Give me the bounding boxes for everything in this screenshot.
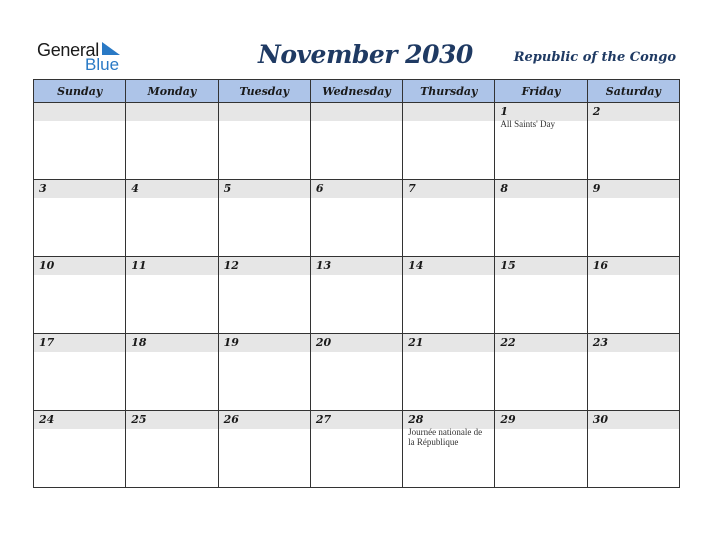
day-cell (403, 411, 495, 488)
day-number: 15 (495, 257, 586, 275)
day-cell (310, 103, 402, 180)
holiday-label: Journée nationale de la République (408, 427, 483, 447)
day-cell (34, 411, 126, 488)
day-cell (34, 257, 126, 334)
day-number: 13 (311, 257, 402, 275)
page-title: November 2030 (258, 40, 473, 69)
weekday-header: Friday (495, 80, 587, 103)
day-cell (34, 180, 126, 257)
day-cell (495, 257, 587, 334)
day-cell (495, 103, 587, 180)
day-cell (587, 411, 679, 488)
day-cell (587, 180, 679, 257)
day-cell (218, 180, 310, 257)
day-number: 3 (34, 180, 125, 198)
day-cell (587, 257, 679, 334)
day-number: 28 (403, 411, 494, 429)
weekday-header: Saturday (587, 80, 679, 103)
day-cell (218, 103, 310, 180)
day-cell (218, 334, 310, 411)
day-number: 21 (403, 334, 494, 352)
week-row (34, 257, 680, 334)
day-number: 12 (219, 257, 310, 275)
day-cell (403, 103, 495, 180)
day-cell (126, 103, 218, 180)
day-number (311, 103, 402, 121)
day-number: 29 (495, 411, 586, 429)
day-number: 7 (403, 180, 494, 198)
day-cell (310, 411, 402, 488)
day-cell (495, 180, 587, 257)
day-number: 24 (34, 411, 125, 429)
day-cell (218, 411, 310, 488)
day-cell (126, 334, 218, 411)
day-cell (34, 334, 126, 411)
day-cell (403, 334, 495, 411)
day-number: 1 (495, 103, 586, 121)
country-label: Republic of the Congo (513, 50, 676, 65)
logo-triangle-icon (99, 42, 121, 56)
day-number: 27 (311, 411, 402, 429)
day-number (126, 103, 217, 121)
day-cell (218, 257, 310, 334)
day-cell (587, 103, 679, 180)
day-number: 26 (219, 411, 310, 429)
logo-text-general: General (37, 40, 99, 60)
day-cell (403, 257, 495, 334)
day-cell (310, 257, 402, 334)
day-number: 30 (588, 411, 679, 429)
holiday-label: All Saints' Day (500, 119, 556, 129)
day-number (34, 103, 125, 121)
day-cell (310, 180, 402, 257)
day-cell (310, 334, 402, 411)
day-cell (403, 180, 495, 257)
day-number: 22 (495, 334, 586, 352)
weekday-header: Wednesday (310, 80, 402, 103)
day-number: 17 (34, 334, 125, 352)
day-cell (34, 103, 126, 180)
generalblue-logo (37, 40, 137, 74)
weekday-header-row (34, 80, 680, 103)
day-number (403, 103, 494, 121)
week-row (34, 103, 680, 180)
day-number: 4 (126, 180, 217, 198)
logo-text-blue: Blue (85, 55, 120, 74)
day-number: 5 (219, 180, 310, 198)
week-row (34, 180, 680, 257)
day-cell (495, 334, 587, 411)
weekday-header: Thursday (403, 80, 495, 103)
day-number: 8 (495, 180, 586, 198)
weekday-header: Tuesday (218, 80, 310, 103)
day-cell (126, 411, 218, 488)
weekday-header: Sunday (34, 80, 126, 103)
day-number: 19 (219, 334, 310, 352)
week-row (34, 334, 680, 411)
week-row (34, 411, 680, 488)
calendar-grid (33, 79, 680, 488)
day-cell (495, 411, 587, 488)
day-number: 14 (403, 257, 494, 275)
day-number: 23 (588, 334, 679, 352)
day-number: 16 (588, 257, 679, 275)
day-number: 20 (311, 334, 402, 352)
day-number: 6 (311, 180, 402, 198)
day-number: 18 (126, 334, 217, 352)
day-number: 25 (126, 411, 217, 429)
day-number: 11 (126, 257, 217, 275)
day-cell (587, 334, 679, 411)
day-number: 2 (588, 103, 679, 121)
day-number (219, 103, 310, 121)
day-number: 9 (588, 180, 679, 198)
day-cell (126, 257, 218, 334)
day-number: 10 (34, 257, 125, 275)
day-cell (126, 180, 218, 257)
weekday-header: Monday (126, 80, 218, 103)
